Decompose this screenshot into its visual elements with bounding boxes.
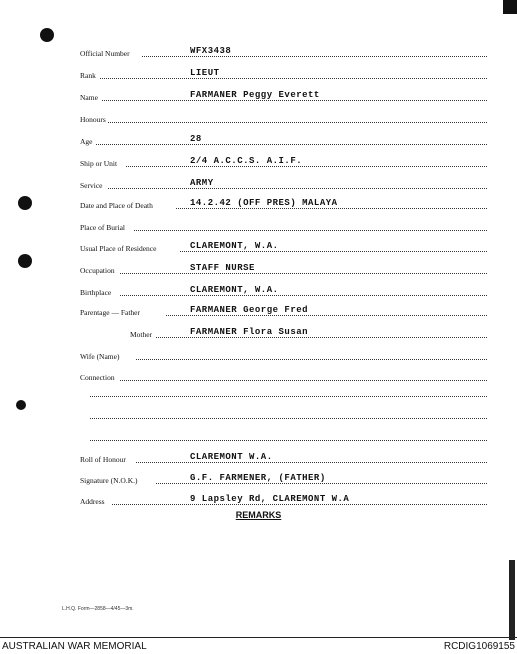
field-ship-or-unit — [80, 154, 487, 168]
punch-hole — [18, 254, 32, 268]
field-value: CLAREMONT, W.A. — [190, 285, 279, 295]
field-signature — [80, 471, 487, 485]
field-official-number — [80, 44, 487, 58]
punch-hole — [40, 28, 54, 42]
field-age — [80, 132, 487, 146]
field-value: 14.2.42 (OFF PRES) MALAYA — [190, 198, 338, 208]
field-label: Official Number — [80, 49, 130, 58]
field-label: Occupation — [80, 266, 115, 275]
field-mother — [80, 325, 487, 339]
record-id: RCDIG1069155 — [443, 641, 515, 652]
field-label: Roll of Honour — [80, 455, 126, 464]
field-birthplace — [80, 283, 487, 297]
footer-rule — [0, 637, 517, 638]
field-honours — [80, 110, 487, 124]
field-label: Usual Place of Residence — [80, 244, 157, 253]
field-value: LIEUT — [190, 68, 220, 78]
field-label: Connection — [80, 373, 115, 382]
field-service — [80, 176, 487, 190]
field-value: CLAREMONT W.A. — [190, 452, 273, 462]
field-label: Wife (Name) — [80, 352, 120, 361]
field-value: 2/4 A.C.C.S. A.I.F. — [190, 156, 303, 166]
field-label: Date and Place of Death — [80, 201, 153, 210]
blank-line — [90, 396, 487, 397]
field-value: WFX3438 — [190, 46, 232, 56]
scan-edge-mark — [509, 560, 515, 640]
field-label: Name — [80, 93, 98, 102]
field-label: Parentage — Father — [80, 308, 140, 317]
remarks-heading: REMARKS — [235, 510, 282, 520]
field-value: STAFF NURSE — [190, 263, 255, 273]
field-value: FARMANER George Fred — [190, 305, 309, 315]
field-wife — [80, 347, 487, 361]
field-value: ARMY — [190, 178, 214, 188]
field-label: Age — [80, 137, 93, 146]
field-value: FARMANER Peggy Everett — [190, 90, 320, 100]
field-label: Birthplace — [80, 288, 112, 297]
field-label: Place of Burial — [80, 223, 125, 232]
field-label: Service — [80, 181, 103, 190]
blank-line — [90, 418, 487, 419]
field-roll-of-honour — [80, 450, 487, 464]
scan-corner-mark — [503, 0, 517, 14]
field-father — [80, 303, 487, 317]
field-label: Honours — [80, 115, 106, 124]
field-connection — [80, 368, 487, 382]
field-value: G.F. FARMENER, (FATHER) — [190, 473, 326, 483]
field-value: FARMANER Flora Susan — [190, 327, 309, 337]
field-occupation — [80, 261, 487, 275]
field-value: 28 — [190, 134, 202, 144]
field-label: Address — [80, 497, 105, 506]
field-date-place-death — [80, 196, 487, 210]
field-label: Ship or Unit — [80, 159, 118, 168]
field-value: 9 Lapsley Rd, CLAREMONT W.A — [190, 494, 350, 504]
punch-hole — [18, 196, 32, 210]
field-name — [80, 88, 487, 102]
field-residence — [80, 239, 487, 253]
field-label: Rank — [80, 71, 96, 80]
archive-credit: AUSTRALIAN WAR MEMORIAL — [2, 641, 147, 652]
field-value: CLAREMONT, W.A. — [190, 241, 279, 251]
field-label: Signature (N.O.K.) — [80, 476, 138, 485]
field-address — [80, 492, 487, 506]
blank-line — [90, 440, 487, 441]
field-label: Mother — [130, 330, 153, 339]
field-rank — [80, 66, 487, 80]
field-place-of-burial — [80, 218, 487, 232]
punch-hole — [16, 400, 26, 410]
form-code: L.H.Q. Form—2858—4/45—3m. — [62, 606, 134, 612]
